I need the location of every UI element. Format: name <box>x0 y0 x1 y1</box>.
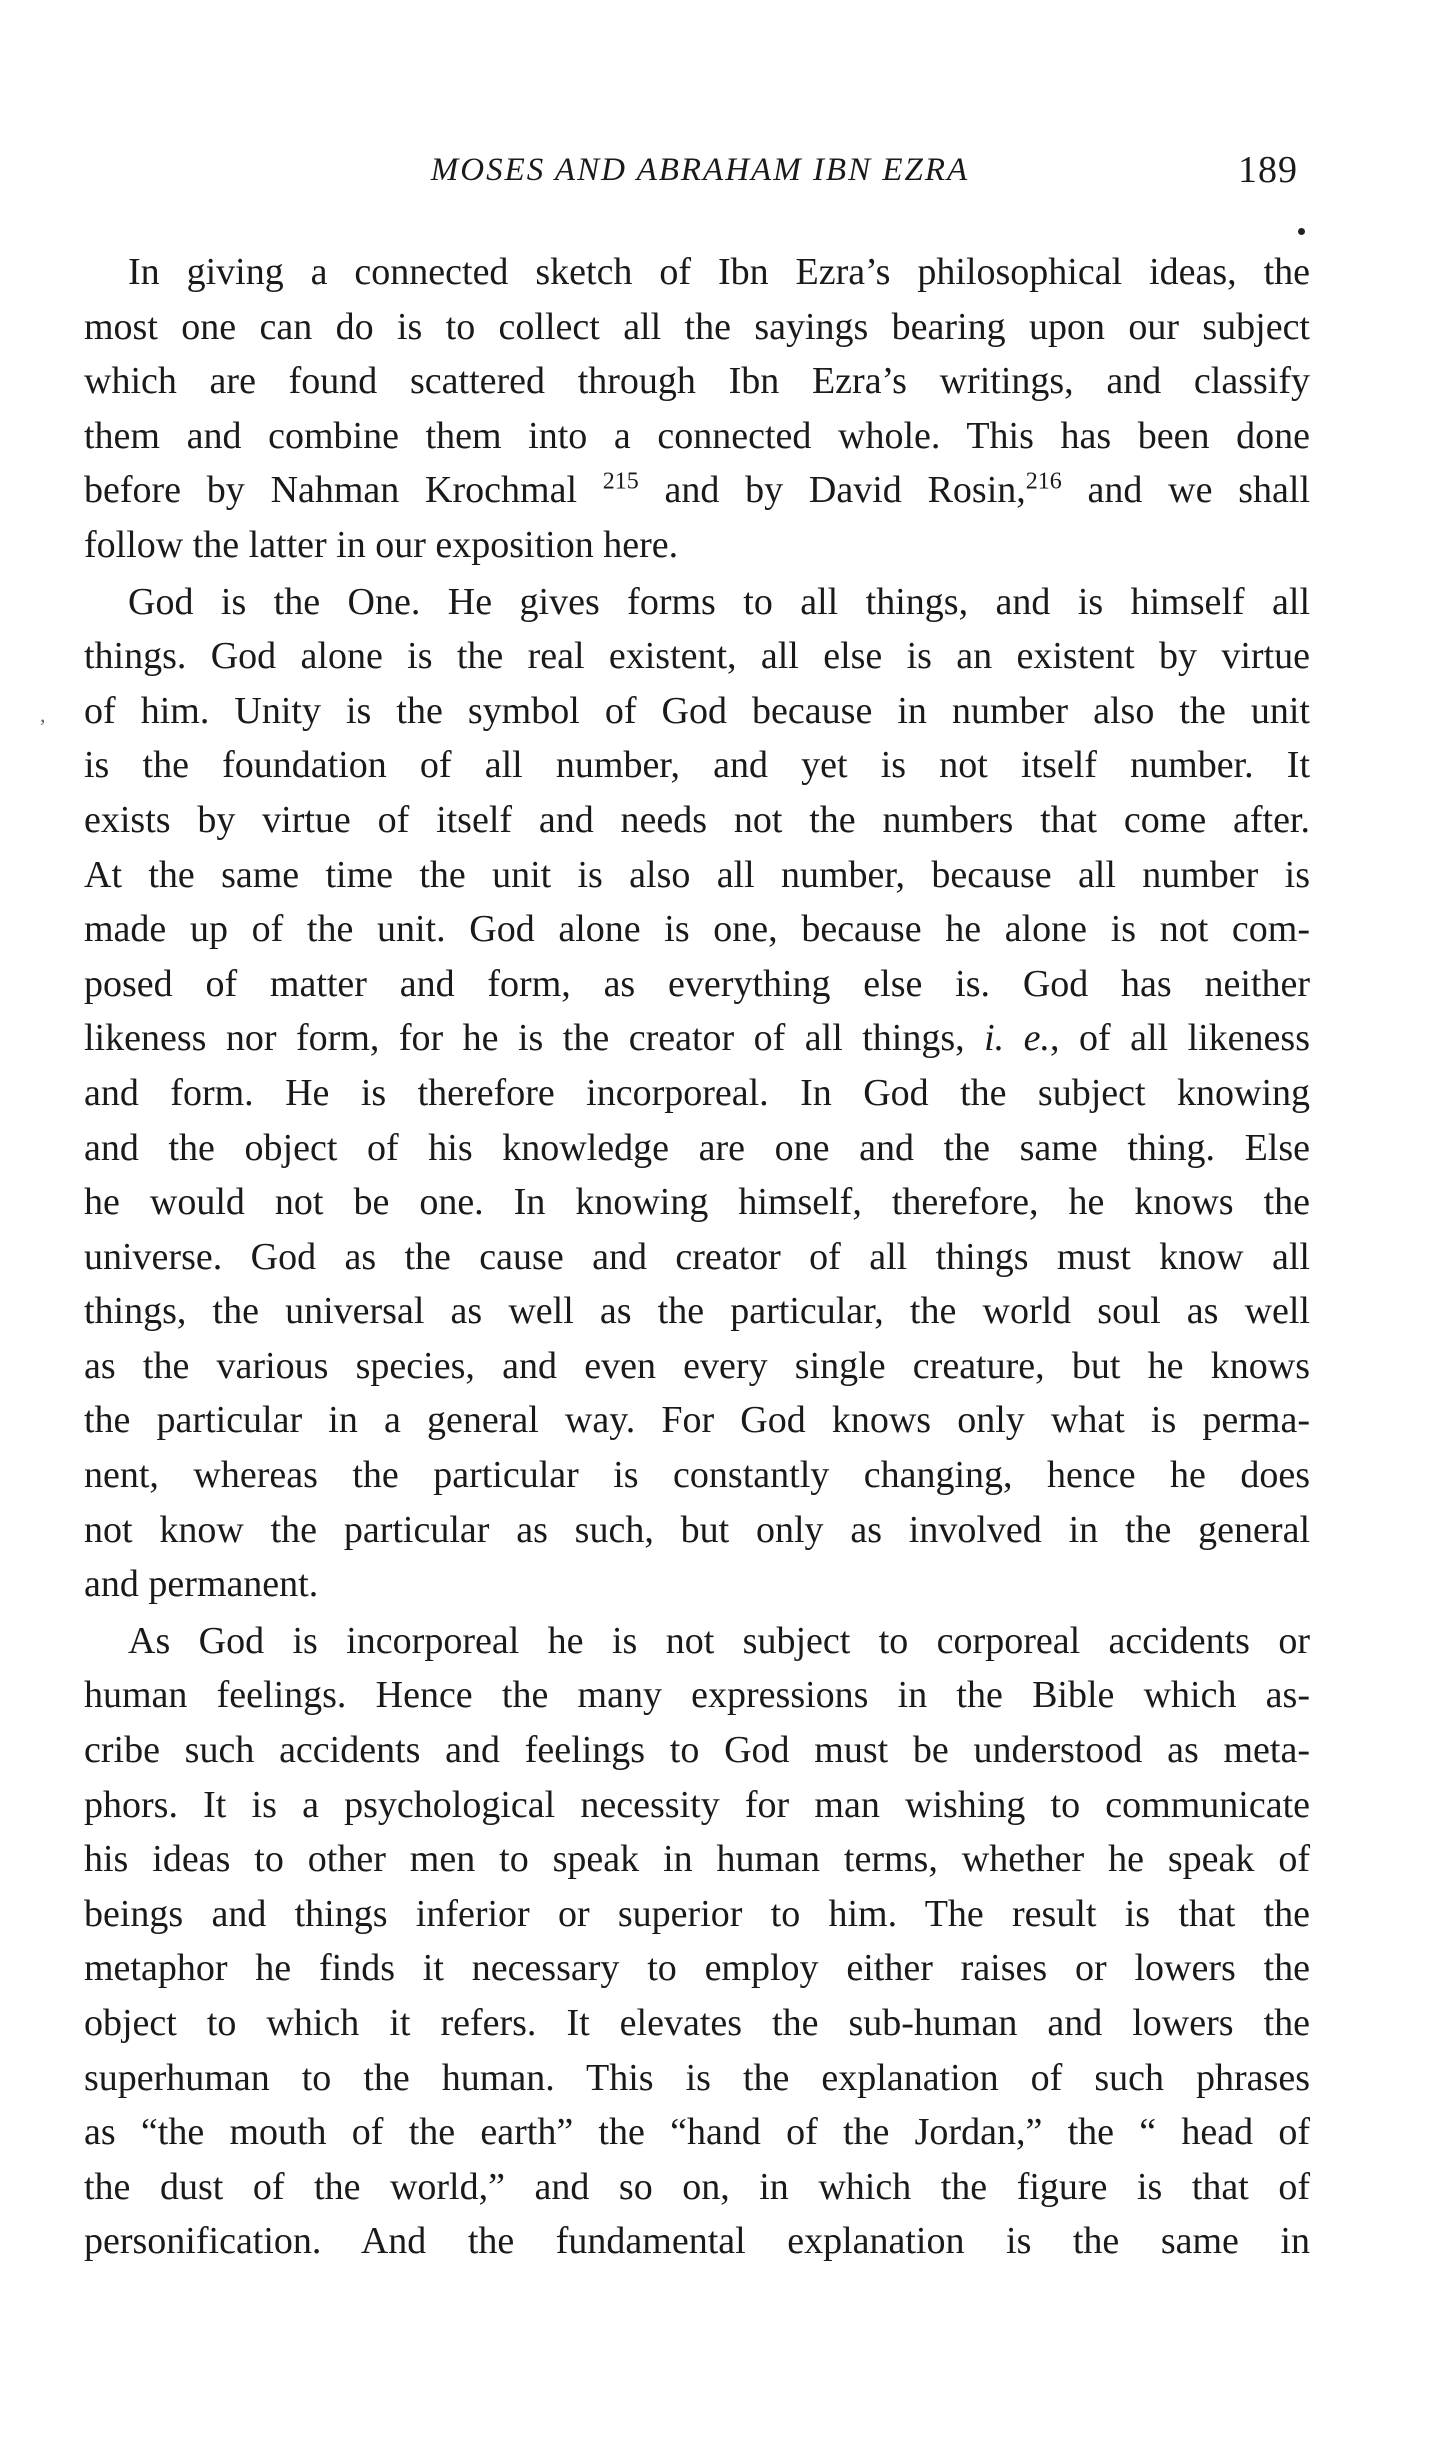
text-line: made up of the unit. God alone is one, because he alone is not com- <box>84 908 1310 951</box>
paragraph-2 <box>84 575 1310 1612</box>
footnote-ref-215: 215 <box>602 468 639 495</box>
text-line: the dust of the world,” and so on, in which the figure is that of <box>84 2165 1310 2208</box>
text-line: object to which it refers. It elevates the sub-human and lowers the <box>84 2002 1310 2044</box>
text-line: nent, whereas the particular is constantly changing, hence he does <box>84 1454 1310 1497</box>
footnote-ref-216: 216 <box>1025 468 1062 495</box>
text-line: most one can do is to collect all the sayings bearing upon our subject <box>84 305 1310 348</box>
text-line: them and combine them into a connected whole. This has been done <box>84 414 1310 457</box>
text-line: the particular in a general way. For God knows only what is perma- <box>84 1399 1310 1442</box>
text-segment: likeness nor form, for he is the creator of all things, <box>84 1017 985 1060</box>
page-number: 189 <box>1238 149 1298 191</box>
text-line: human feelings. Hence the many expressions in the Bible which as- <box>84 1674 1310 1717</box>
text-line: God is the One. He gives forms to all things, and is himself all <box>128 580 1310 623</box>
text-line: things. God alone is the real existent, all else is an existent by virtue <box>84 635 1310 678</box>
text-line: and the object of his knowledge are one and the same thing. Else <box>84 1126 1310 1169</box>
text-segment: before by Nahman Krochmal <box>84 469 603 512</box>
text-line: As God is incorporeal he is not subject to corporeal accidents or <box>128 1619 1310 1662</box>
text-line: universe. God as the cause and creator of all things must know all <box>84 1235 1310 1278</box>
text-line: personification. And the fundamental explanation is the same in <box>84 2220 1310 2263</box>
body-text <box>84 245 1310 2269</box>
text-line: which are found scattered through Ibn Ezra’s writings, and classify <box>84 360 1310 403</box>
text-line: is the foundation of all number, and yet is not itself number. It <box>84 744 1310 787</box>
text-line <box>84 463 1310 518</box>
text-line: not know the particular as such, but only as involved in the general <box>84 1508 1310 1551</box>
text-line: superhuman to the human. This is the explanation of such phrases <box>84 2056 1310 2099</box>
paragraph-1 <box>84 245 1310 573</box>
text-line: beings and things inferior or superior to him. The result is that the <box>84 1892 1310 1935</box>
paragraph-3 <box>84 1614 1310 2269</box>
text-line: In giving a connected sketch of Ibn Ezra’s philosophical ideas, the <box>128 251 1310 293</box>
text-segment: and by David Rosin, <box>638 469 1026 512</box>
text-segment: , of all likeness <box>1050 1017 1310 1060</box>
text-line: phors. It is a psychological necessity for man wishing to communicate <box>84 1783 1310 1826</box>
text-line: his ideas to other men to speak in human terms, whether he speak of <box>84 1838 1310 1881</box>
text-line: as the various species, and even every single creature, but he knows <box>84 1344 1310 1387</box>
text-line: At the same time the unit is also all number, because all number is <box>84 853 1310 896</box>
text-line: cribe such accidents and feelings to God must be understood as meta- <box>84 1729 1310 1772</box>
text-line: as “the mouth of the earth” the “hand of the Jordan,” the “ head of <box>84 2111 1310 2154</box>
text-line: and permanent. <box>84 1563 319 1606</box>
text-line: and form. He is therefore incorporeal. In God the subject knowing <box>84 1071 1310 1114</box>
text-line: posed of matter and form, as everything else is. God has neither <box>84 962 1310 1005</box>
text-line: things, the universal as well as the particular, the world soul as well <box>84 1290 1310 1333</box>
text-segment: and we shall <box>1061 469 1310 512</box>
margin-dot-mark <box>1298 228 1305 235</box>
italic-abbreviation: i. e. <box>984 1017 1051 1060</box>
margin-comma-mark: , <box>40 702 46 727</box>
text-line: exists by virtue of itself and needs not the numbers that come after. <box>84 798 1310 841</box>
text-line: he would not be one. In knowing himself, therefore, he knows the <box>84 1181 1310 1224</box>
text-line: metaphor he finds it necessary to employ either raises or lowers the <box>84 1947 1310 1990</box>
text-line <box>84 1011 1310 1066</box>
text-line: of him. Unity is the symbol of God because in number also the unit <box>84 689 1310 732</box>
text-line: follow the latter in our exposition here. <box>84 523 679 566</box>
running-title: MOSES AND ABRAHAM IBN EZRA <box>430 152 970 188</box>
